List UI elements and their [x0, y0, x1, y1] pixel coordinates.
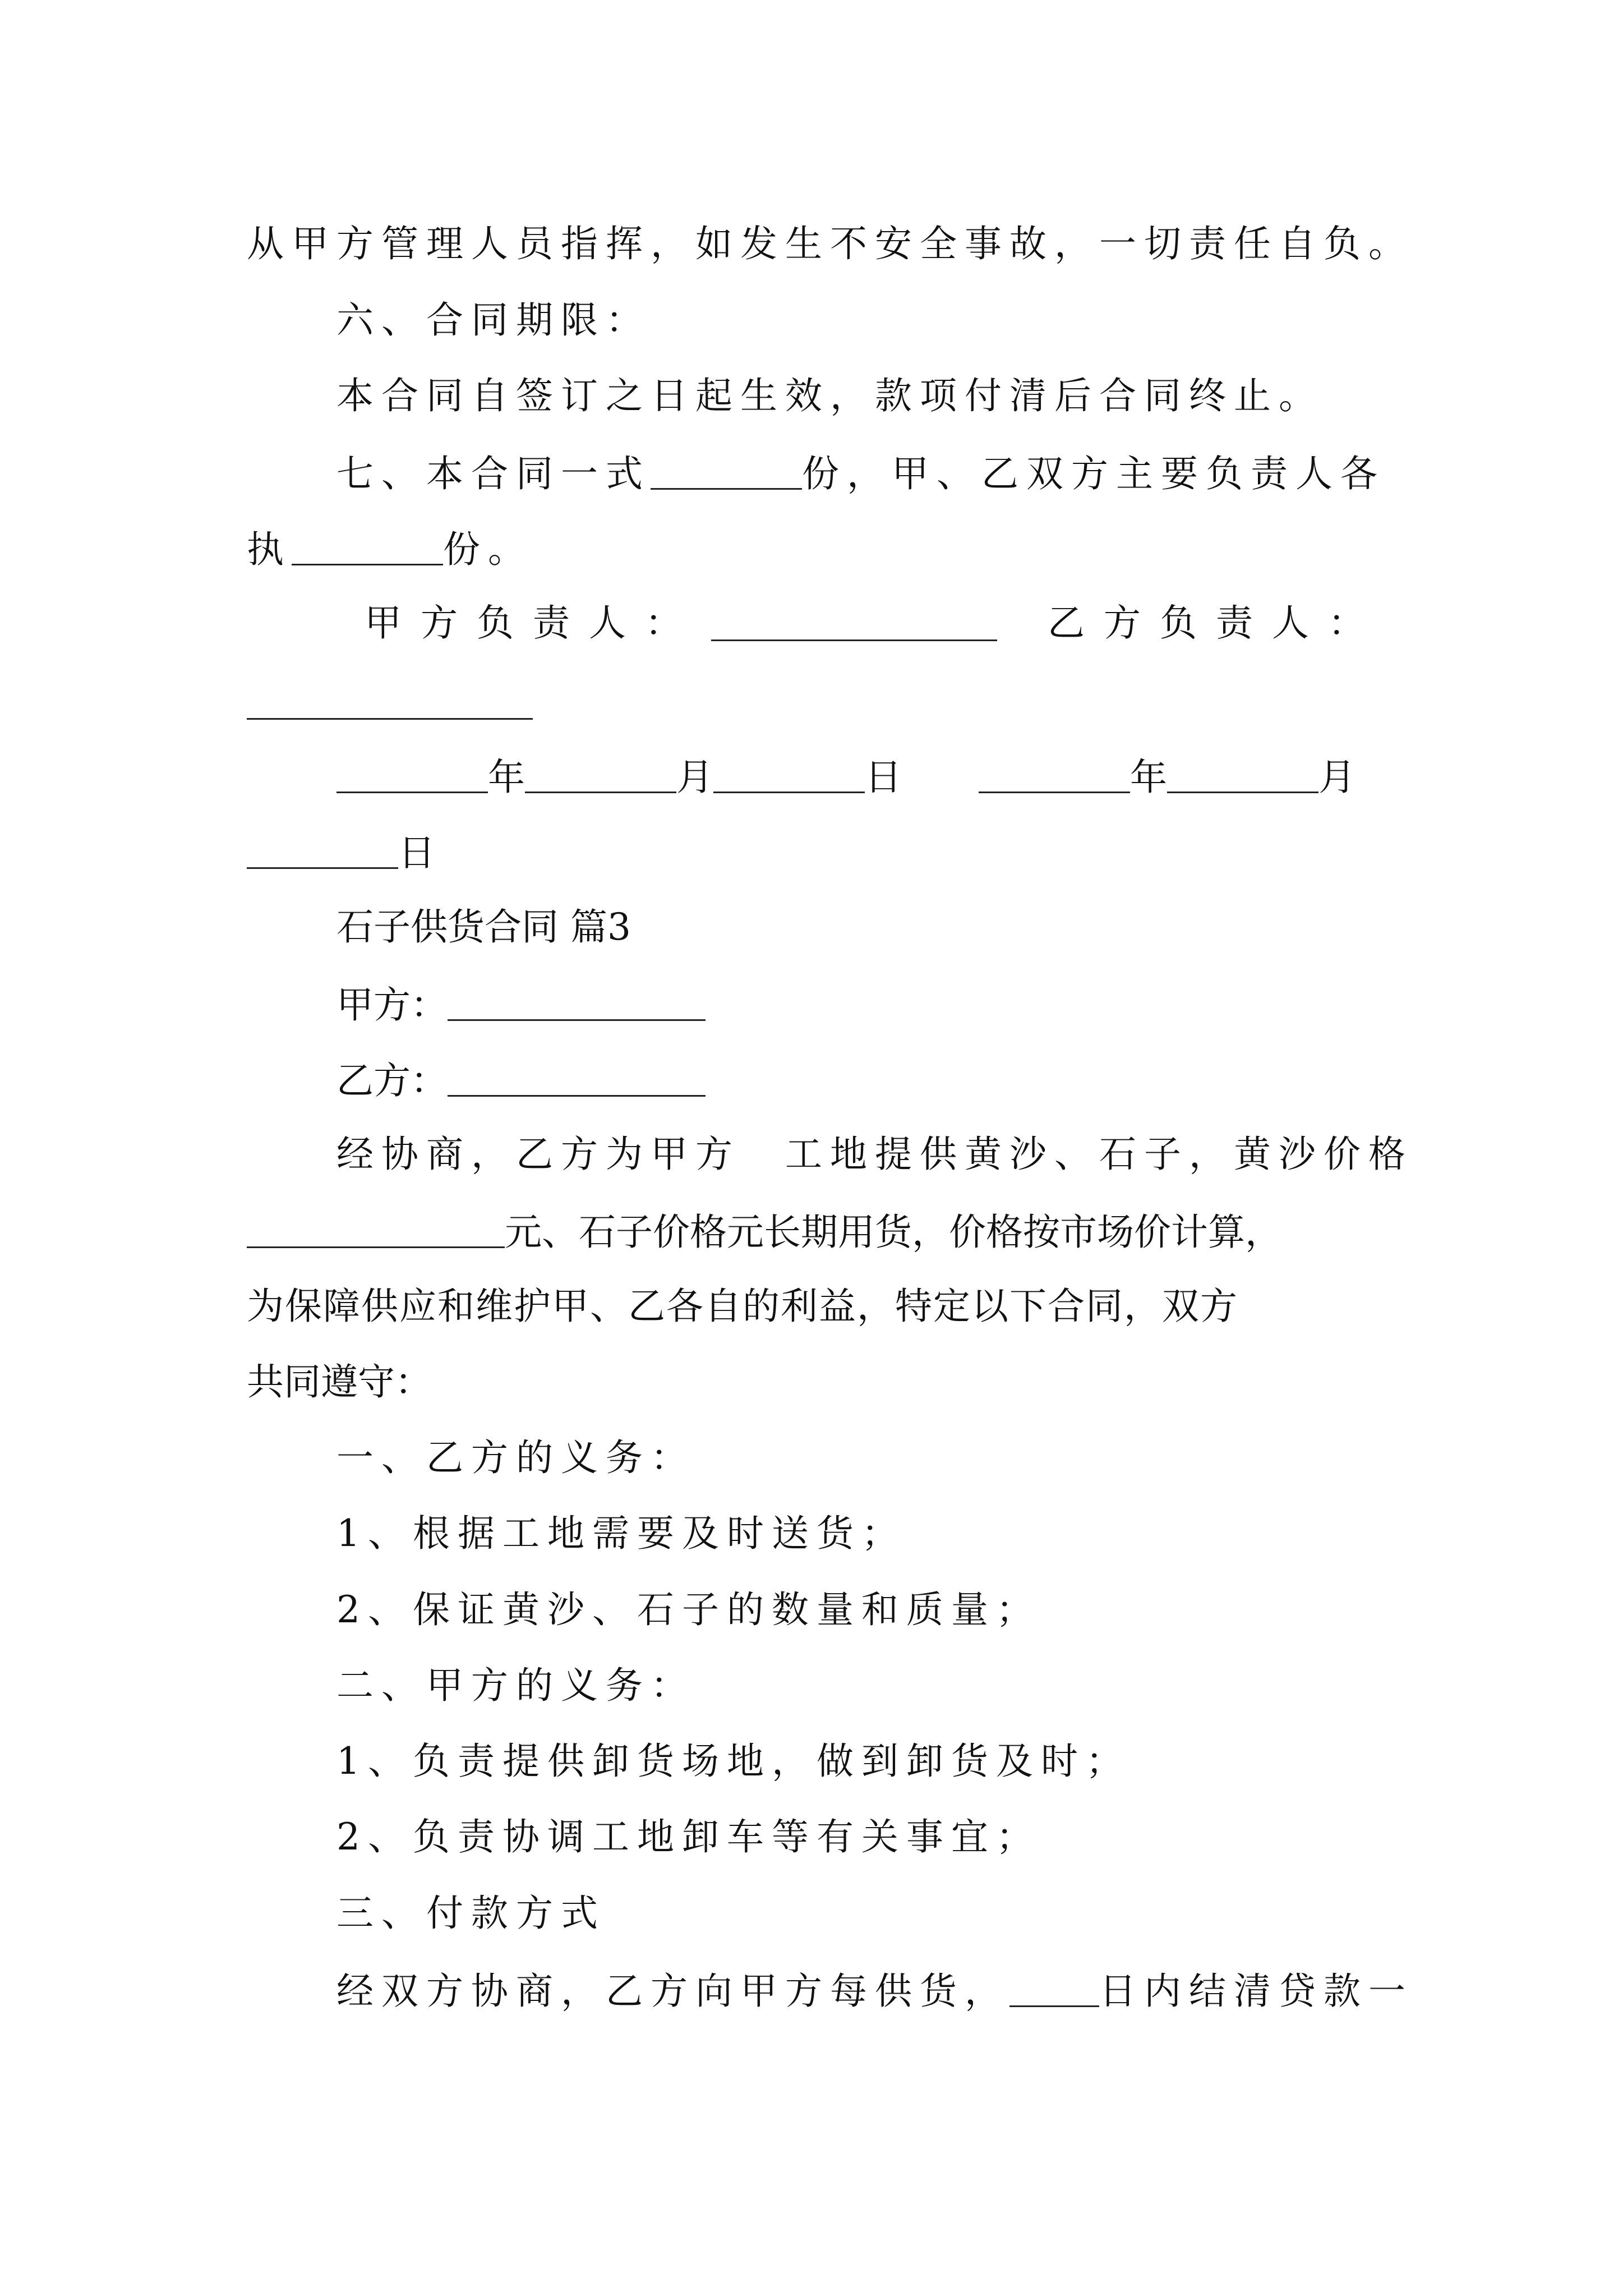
text: 日	[398, 831, 435, 875]
signature-line	[365, 601, 701, 645]
paragraph-line	[247, 1285, 1238, 1328]
text: 份，甲、乙双方主要负责人各	[802, 452, 1385, 495]
list-item	[336, 1740, 1131, 1783]
text: 2、保证黄沙、石子的数量和质量；	[336, 1588, 1041, 1631]
date-line	[247, 831, 435, 875]
blank-line	[448, 984, 706, 1021]
text: 元、石子价格元长期用货，价格按市场价计算，	[505, 1211, 1282, 1254]
text: 三、付款方式	[336, 1892, 606, 1935]
text: 六、合同期限：	[336, 298, 651, 342]
text: 年	[488, 756, 525, 799]
section-heading	[336, 1892, 606, 1935]
blank-line	[713, 757, 865, 793]
text: 年	[1130, 756, 1167, 799]
list-item	[336, 1815, 1041, 1858]
text: 经双方协商，乙方向甲方每供货，	[336, 1970, 1009, 2013]
text: 月	[676, 756, 713, 799]
list-item	[336, 1588, 1041, 1631]
text: 执	[247, 528, 292, 571]
text: 甲方负责人：	[365, 601, 701, 645]
text: 从甲方管理人员指挥，如发生不安全事故，一切责任自负。	[247, 222, 1413, 265]
blank-line	[247, 683, 533, 720]
text: 1、根据工地需要及时送货；	[336, 1512, 906, 1555]
text: 一、乙方的义务：	[336, 1436, 695, 1479]
text: 1、负责提供卸货场地，做到卸货及时；	[336, 1740, 1131, 1783]
text: 月	[1318, 756, 1355, 799]
paragraph-line	[336, 453, 1385, 493]
paragraph-line	[336, 1133, 1413, 1176]
paragraph-line	[247, 528, 533, 571]
text: 石子供货合同 篇3	[336, 905, 631, 949]
blank-line	[448, 1060, 706, 1097]
date-line	[336, 756, 902, 799]
text: 本合同自签订之日起生效，款项付清后合同终止。	[336, 374, 1324, 417]
text: 日	[865, 756, 902, 799]
blank-line	[336, 757, 488, 793]
signature-blank-a	[711, 605, 997, 644]
text: 共同遵守：	[247, 1360, 432, 1404]
blank-line	[247, 1212, 505, 1248]
text: 2、负责协调工地卸车等有关事宜；	[336, 1815, 1041, 1858]
paragraph-line	[336, 1970, 1413, 2013]
party-line	[336, 983, 706, 1027]
section-title	[336, 905, 631, 949]
blank-line	[711, 605, 997, 641]
section-heading	[336, 1436, 695, 1479]
blank-line	[1009, 1971, 1099, 2007]
text: 乙方：	[336, 1059, 448, 1102]
text: 甲方：	[336, 983, 448, 1027]
paragraph-line	[247, 1211, 1282, 1254]
text: 二、甲方的义务：	[336, 1664, 695, 1707]
signature-blank-b	[247, 683, 533, 723]
blank-line	[292, 529, 443, 565]
blank-line	[651, 453, 802, 490]
text: 经协商，乙方为甲方	[336, 1133, 740, 1176]
party-line	[336, 1059, 706, 1102]
blank-line	[525, 757, 676, 793]
text: 日内结清贷款一	[1099, 1970, 1413, 2013]
text: 七、本合同一式	[336, 452, 651, 495]
signature-line	[1048, 601, 1384, 645]
text: 为保障供应和维护甲、乙各自的利益，特定以下合同，双方	[247, 1285, 1238, 1328]
list-item	[336, 1512, 906, 1555]
section-heading	[336, 298, 651, 342]
text: 工地提供黄沙、石子，黄沙价格	[785, 1133, 1413, 1176]
paragraph-line	[247, 1360, 432, 1404]
paragraph-line	[247, 222, 1413, 265]
text: 份。	[443, 528, 533, 571]
blank-line	[1167, 757, 1318, 793]
blank-line	[247, 832, 398, 869]
blank-line	[979, 757, 1130, 793]
date-line	[979, 756, 1355, 799]
paragraph-line	[336, 374, 1324, 417]
section-heading	[336, 1664, 695, 1707]
text: 乙方负责人：	[1048, 601, 1384, 645]
